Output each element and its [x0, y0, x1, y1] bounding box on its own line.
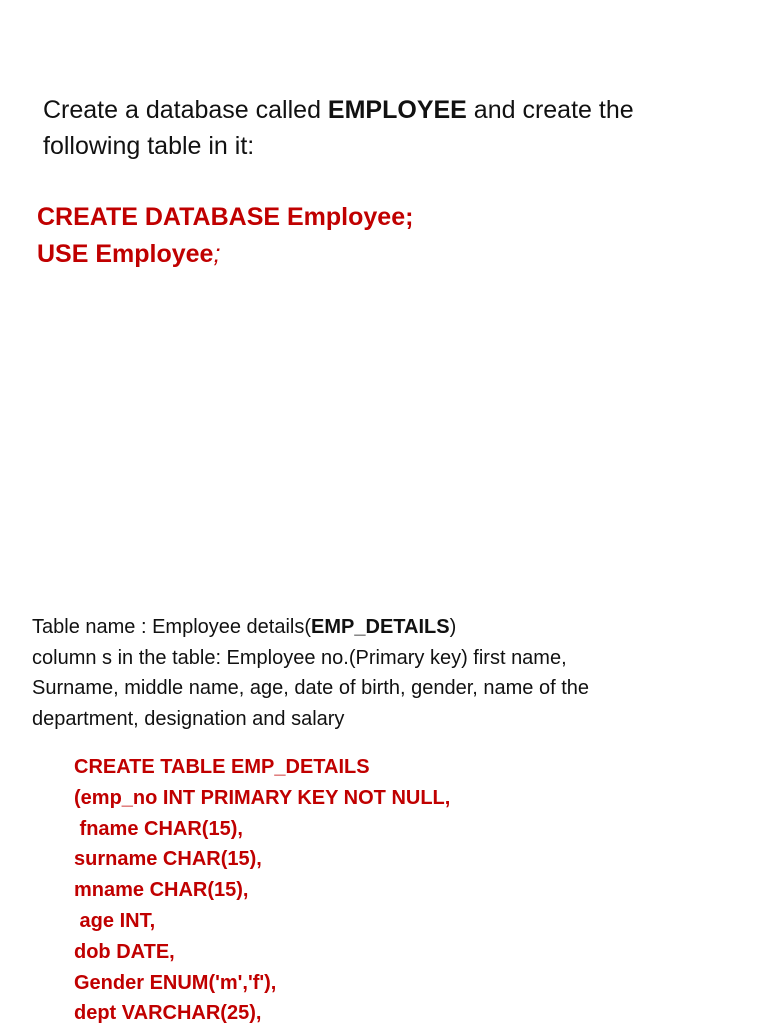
sql-line: CREATE TABLE EMP_DETAILS	[74, 756, 370, 778]
create-database-statement: CREATE DATABASE Employee;	[37, 203, 414, 231]
sql-line: surname CHAR(15),	[74, 848, 262, 871]
sql-line: fname CHAR(15),	[74, 817, 243, 840]
sql-line: (emp_no INT PRIMARY KEY NOT NULL,	[74, 786, 451, 809]
use-database-text: USE Employee	[37, 240, 214, 268]
sql-line: dob DATE,	[74, 940, 175, 963]
create-table-sql	[74, 752, 450, 1029]
table-description	[32, 612, 732, 734]
table-name-line	[32, 612, 732, 643]
columns-line-1: column s in the table: Employee no.(Primary key) first name,	[32, 646, 567, 669]
intro-text-pre: Create a database called	[43, 96, 328, 124]
table-name-post: )	[449, 616, 457, 638]
sql-line: dept VARCHAR(25),	[74, 1002, 262, 1025]
intro-instruction	[43, 92, 733, 164]
table-name-bold: EMP_DETAILS	[311, 616, 450, 638]
create-database-sql	[37, 199, 413, 273]
intro-line-2: following table in it:	[43, 132, 255, 160]
sql-line: age INT,	[74, 909, 156, 932]
use-database-semicolon: ;	[213, 240, 221, 268]
sql-line: mname CHAR(15),	[74, 879, 249, 902]
sql-line: Gender ENUM('m','f'),	[74, 971, 277, 994]
intro-database-name: EMPLOYEE	[327, 96, 467, 124]
intro-text-post: and create the	[466, 96, 634, 124]
table-name-pre: Table name : Employee details(	[32, 616, 312, 638]
use-database-statement	[37, 236, 413, 273]
intro-line-1	[43, 92, 733, 128]
columns-line-3: department, designation and salary	[32, 707, 345, 730]
columns-line-2: Surname, middle name, age, date of birth, gender, name of the	[32, 677, 590, 699]
